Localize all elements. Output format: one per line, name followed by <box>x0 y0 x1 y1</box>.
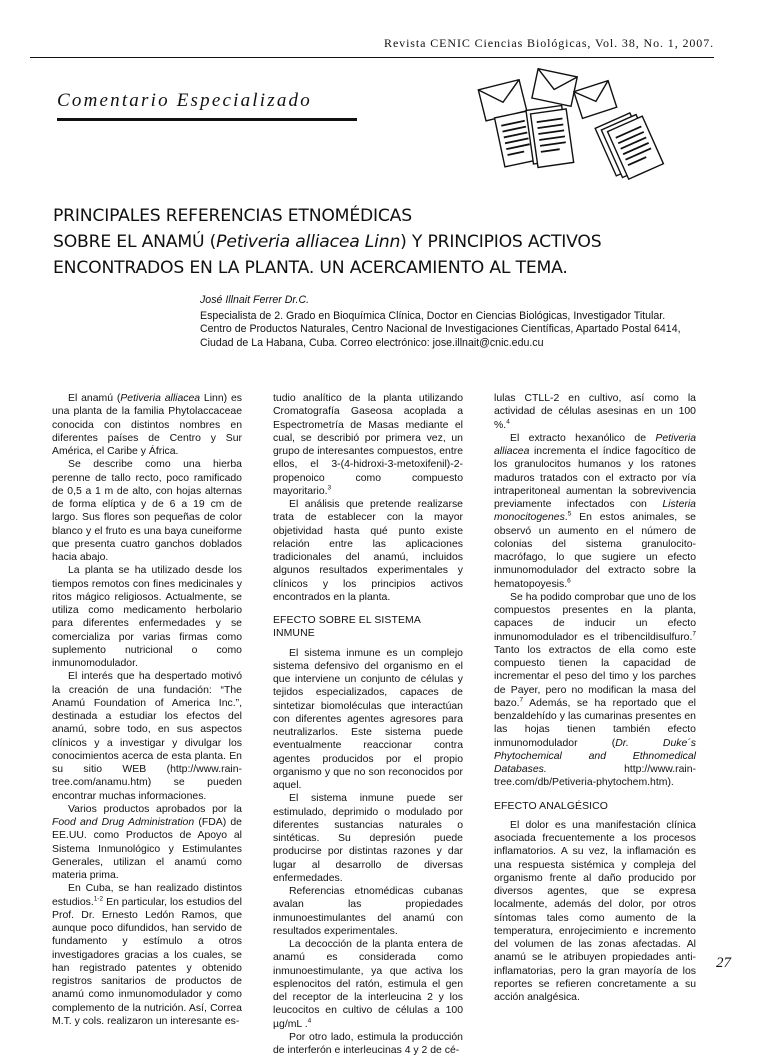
author-name: José Illnait Ferrer Dr.C. <box>200 294 310 306</box>
paragraph-text: Varios productos aprobados por la <box>68 803 242 815</box>
species-name: Petiveria alliacea <box>494 432 696 457</box>
paragraph: Por otro lado, estimula la producción de interferón e interleucinas 4 y 2 de cé- <box>273 1031 463 1056</box>
paragraph-text: El extracto hexanólico de <box>510 432 656 444</box>
paragraph: El sistema inmune es un complejo sistema defensivo del organismo en el que interviene un conjunto de células y tejidos especializados, capaces de sintetizar biomoléculas que interactúan con diferentes agentes agresores para neutralizarlos. Este sistema puede eventualmente reaccionar contra agentes producidos por el propio organismo y que no son reconocidos por aquel. <box>273 647 463 791</box>
author-affiliation: Especialista de 2. Grado en Bioquímica Clínica, Doctor en Ciencias Biológicas, Investigador Titular. <box>200 309 666 322</box>
title-line-1: PRINCIPALES REFERENCIAS ETNOMÉDICAS <box>53 206 412 226</box>
title-text: ) Y PRINCIPIOS ACTIVOS <box>400 232 602 252</box>
paragraph <box>273 938 463 1031</box>
page-number: 27 <box>716 955 731 971</box>
emphasis-text: Food and Drug Administration <box>52 817 195 828</box>
section-label: Comentario Especializado <box>57 90 357 121</box>
paragraph <box>494 392 696 432</box>
article-title <box>53 203 713 281</box>
paragraph <box>494 591 696 790</box>
species-name: Petiveria alliacea Linn <box>216 232 401 252</box>
paragraph-text: En particular, los estudios del Prof. Dr. Ernesto Ledón Ramos, que aunque poco difundidos, han servido de fundamento y estímulo a otros investigadores gracias a los cuales, se han registrado patentes y obtenido registros sanitarios de productos de anamú como inmunomodulador y como complemento de la nutrición. Así, Correa M.T. y cols. realizaron un interesante es- <box>52 896 242 1027</box>
author-block <box>200 294 710 350</box>
paragraph-text: tudio analítico de la planta utilizando Cromatografía Gaseosa acoplada a Espectrometría de Masas mediante el cual, se describió por primera vez, un grupo de interesantes compuestos, entre ellos, el 3-(4-hidroxi-3-metoxifenil)-2-propenoico como compuesto mayoritario. <box>273 393 463 497</box>
paragraph: La planta se ha utilizado desde los tiempos remotos con fines medicinales y ritos mágico religiosos. Actualmente, se utiliza como medicamento herbolario para diferentes enfermedades y se comercializa por varias firmas como suplemento nutricional o como inmunomodulador. <box>52 565 242 669</box>
citation-ref: 1-2 <box>93 895 104 903</box>
paragraph-text: incrementa el índice fagocítico de los granulocitos humanos y los ratones maduros tratados con el extracto por vía intraperitoneal aumentan la sobrevivencia previamente infectados con <box>494 446 696 510</box>
title-line-2 <box>53 229 713 255</box>
author-affiliation: Centro de Productos Naturales, Centro Nacional de Investigaciones Científicas, Apartado Postal 6414, <box>200 323 681 336</box>
paragraph: El dolor es una manifestación clínica asociada frecuentemente a los procesos inflamatorios. A su vez, la inflamación es una respuesta sistémica y compleja del organismo frente al daño producido por diversos agentes, que se expresa localmente, además del dolor, por otros síntomas tales como aumento de la temperatura, enrojecimiento e incremento del volumen de las zonas afectadas. Al anamú se le atribuyen propiedades anti-inflamatorias, pero la gran mayoría de los reportes se refieren concretamente a su acción analgésica. <box>494 819 696 1003</box>
paragraph-text: El anamú ( <box>68 393 121 404</box>
citation-ref: 4 <box>307 1017 312 1025</box>
citation-ref: 4 <box>506 418 510 426</box>
section-heading: EFECTO SOBRE EL SISTEMA INMUNE <box>273 615 421 640</box>
body-column-2 <box>273 392 463 1057</box>
paragraph-text: Se ha podido comprobar que uno de los compuestos presentes en la planta, capaces de inducir un efecto inmunomodulador es el tribencildisulfuro. <box>494 591 696 643</box>
section-heading: EFECTO ANALGÉSICO <box>494 800 609 812</box>
title-line-3: ENCONTRADOS EN LA PLANTA. UN ACERCAMIENTO AL TEMA. <box>53 258 568 278</box>
citation-ref: 3 <box>327 484 332 492</box>
paragraph-text: Además, se ha reportado que el benzaldehído y las cumarinas presentes en las hojas tienen también efecto inmunomodulador ( <box>494 697 696 749</box>
paragraph-text: En estos animales, se observó un aumento en el número de colonias del sistema granulocito-macrófago, lo que sugiere un efecto inmunomodulador del extracto sobre la hematopoyesis. <box>494 512 696 590</box>
title-text: SOBRE EL ANAMÚ ( <box>53 232 217 252</box>
paragraph: Se describe como una hierba perenne de tallo recto, poco ramificado de 0,5 a 1 m de alto, con hojas alternas de forma elíptica y de 6 a 19 cm de largo. Sus flores son pequeñas de color blanco y el fruto es una baya cuneiforme que presenta cuatro ganchos doblados hacia abajo. <box>52 459 242 563</box>
species-name: Listeria monocitogenes <box>494 499 696 524</box>
paragraph: El extracto hexanólico de Petiveria alliacea incrementa el índice fagocítico de los granulocitos humanos y los ratones maduros tratados con el extracto por vía intraperitoneal aumentan la sobrevivencia previamente infectados con Listeria monocitogenes.$^5$ En estos animales, se observó un aumento en el número de colonias del sistema granulocito-macrófago, lo que sugiere un efecto inmunomodulador del extracto sobre la hematopoyesis.$^6$ <box>494 432 696 590</box>
paragraph-text: Tanto los extractos de ella como este compuesto tienen la capacidad de incrementar el peso del timo y los parches de Payer, pero no modifican la masa del bazo. <box>494 644 696 709</box>
citation-ref: 7 <box>519 696 524 704</box>
paragraph <box>52 392 242 458</box>
body-column-3 <box>494 392 696 1004</box>
paragraph-text: lulas CTLL-2 en cultivo, así como la actividad de células asesinas en un 100 %. <box>494 393 696 431</box>
paragraph <box>52 882 242 1028</box>
paragraph-text: (FDA) de EE.UU. como Productos de Apoyo al Sistema Inmunológico y Estimulantes Generales, utilizan el anamú como materia prima. <box>52 817 242 881</box>
species-name: Petiveria alliacea <box>120 393 201 404</box>
journal-header <box>30 36 714 58</box>
paragraph-text: Linn) es una planta de la familia Phytolaccaceae conocida con distintos nombres en diferentes países de Centro y Sur América, el Caribe y África. <box>52 393 242 457</box>
journal-citation: Revista CENIC Ciencias Biológicas, Vol. 38, No. 1, 2007. <box>384 36 714 50</box>
paragraph-text: La decocción de la planta entera de anamú es considerada como inmunoestimulante, ya que activa los esplenocitos del ratón, estimula el gen del receptor de la interleucina 2 y los leucocitos en cultivo de células a 100 µg/mL . <box>273 939 463 1030</box>
paragraph-text: En Cuba, se han realizado distintos estudios. <box>52 883 242 908</box>
paragraph: El sistema inmune puede ser estimulado, deprimido o modulado por diferentes sustancias naturales o sintéticas. Su depresión puede producirse por distintas razones y dar lugar al desarrollo de diversas enfermedades. <box>273 793 463 884</box>
paragraph: El interés que ha despertado motivó la creación de una fundación: “The Anamú Foundation of America Inc.”, destinada a estudiar los efectos del anamú, sobre todo, en sus aspectos clínicos y a investigar y divulgar los conocimientos acerca de esta planta. En su sitio WEB (http://www.rain-tree.com/anamu.htm) se pueden encontrar muchas informaciones. <box>52 671 242 802</box>
citation-ref: 7 <box>692 630 696 638</box>
paragraph-text: http://www.rain-tree.com/db/Petiveria-phytochem.htm). <box>494 764 696 789</box>
paragraph <box>52 803 242 883</box>
body-column-1 <box>52 392 242 1028</box>
paragraph: El análisis que pretende realizarse trata de establecer con la mayor objetividad hasta qué punto existe relación entre las aplicaciones tradicionales del anamú, incluidos algunos resultados experimentales y clínicos y los principios activos encontrados en la planta. <box>273 499 463 603</box>
author-affiliation: Ciudad de La Habana, Cuba. Correo electrónico: jose.illnait@cnic.edu.cu <box>200 336 544 349</box>
citation-ref: 6 <box>567 577 571 585</box>
emphasis-text: Dr. Duke´s Phytochemical and Ethnomedical Databases. <box>494 737 696 775</box>
paragraph <box>273 392 463 498</box>
paragraph: Referencias etnomédicas cubanas avalan las propiedades inmunoestimulantes del anamú con resultados experimentales. <box>273 886 463 937</box>
documents-icon <box>474 62 662 180</box>
citation-ref: 5 <box>567 510 572 518</box>
